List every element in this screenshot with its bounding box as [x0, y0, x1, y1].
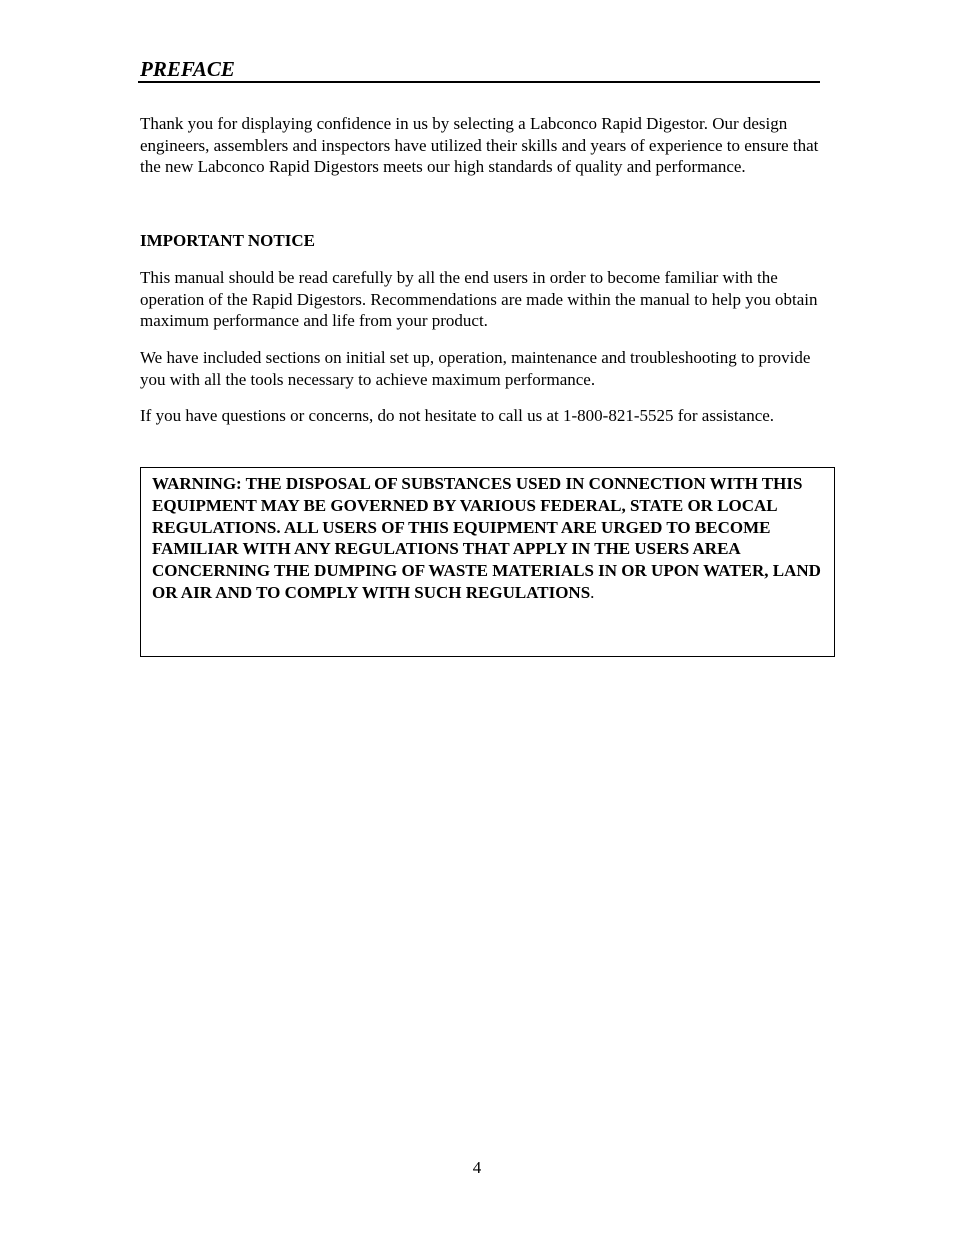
intro-paragraph: Thank you for displaying confidence in us by selecting a Labconco Rapid Digestor. Our design engineers, assemblers and inspectors have utilized their skills and years of experience to ensure that the new Labconco Rapid Digestors meets our high standards of quality and performance.: [140, 114, 819, 176]
warning-box: [140, 467, 835, 657]
title-underline: [138, 81, 820, 83]
notice-paragraph-3: If you have questions or concerns, do not hesitate to call us at 1-800-821-5525 for assistance.: [140, 406, 775, 425]
important-notice-heading: IMPORTANT NOTICE: [140, 231, 315, 250]
notice-paragraph-2: We have included sections on initial set up, operation, maintenance and troubleshooting to provide you with all the tools necessary to achieve maximum performance.: [140, 348, 811, 389]
warning-text: [152, 473, 830, 604]
warning-body: WARNING: THE DISPOSAL OF SUBSTANCES USED IN CONNECTION WITH THIS EQUIPMENT MAY BE GOVERNED BY VARIOUS FEDERAL, STATE OR LOCAL REGULATIONS. ALL USERS OF THIS EQUIPMENT ARE URGED TO BECOME FAMILIAR WITH ANY REGULATIONS THAT APPLY IN THE USERS AREA CONCERNING THE DUMPING OF WASTE MATERIALS IN OR UPON WATER, LAND OR AIR AND TO COMPLY WITH SUCH REGULATIONS: [152, 474, 821, 602]
section-title: PREFACE: [140, 57, 235, 81]
notice-paragraph-1: This manual should be read carefully by all the end users in order to become familiar with the operation of the Rapid Digestors. Recommendations are made within the manual to help you obtain maximum performance and life from your product.: [140, 268, 818, 330]
page-number: 4: [472, 1158, 482, 1177]
warning-end-mark: .: [590, 582, 595, 602]
